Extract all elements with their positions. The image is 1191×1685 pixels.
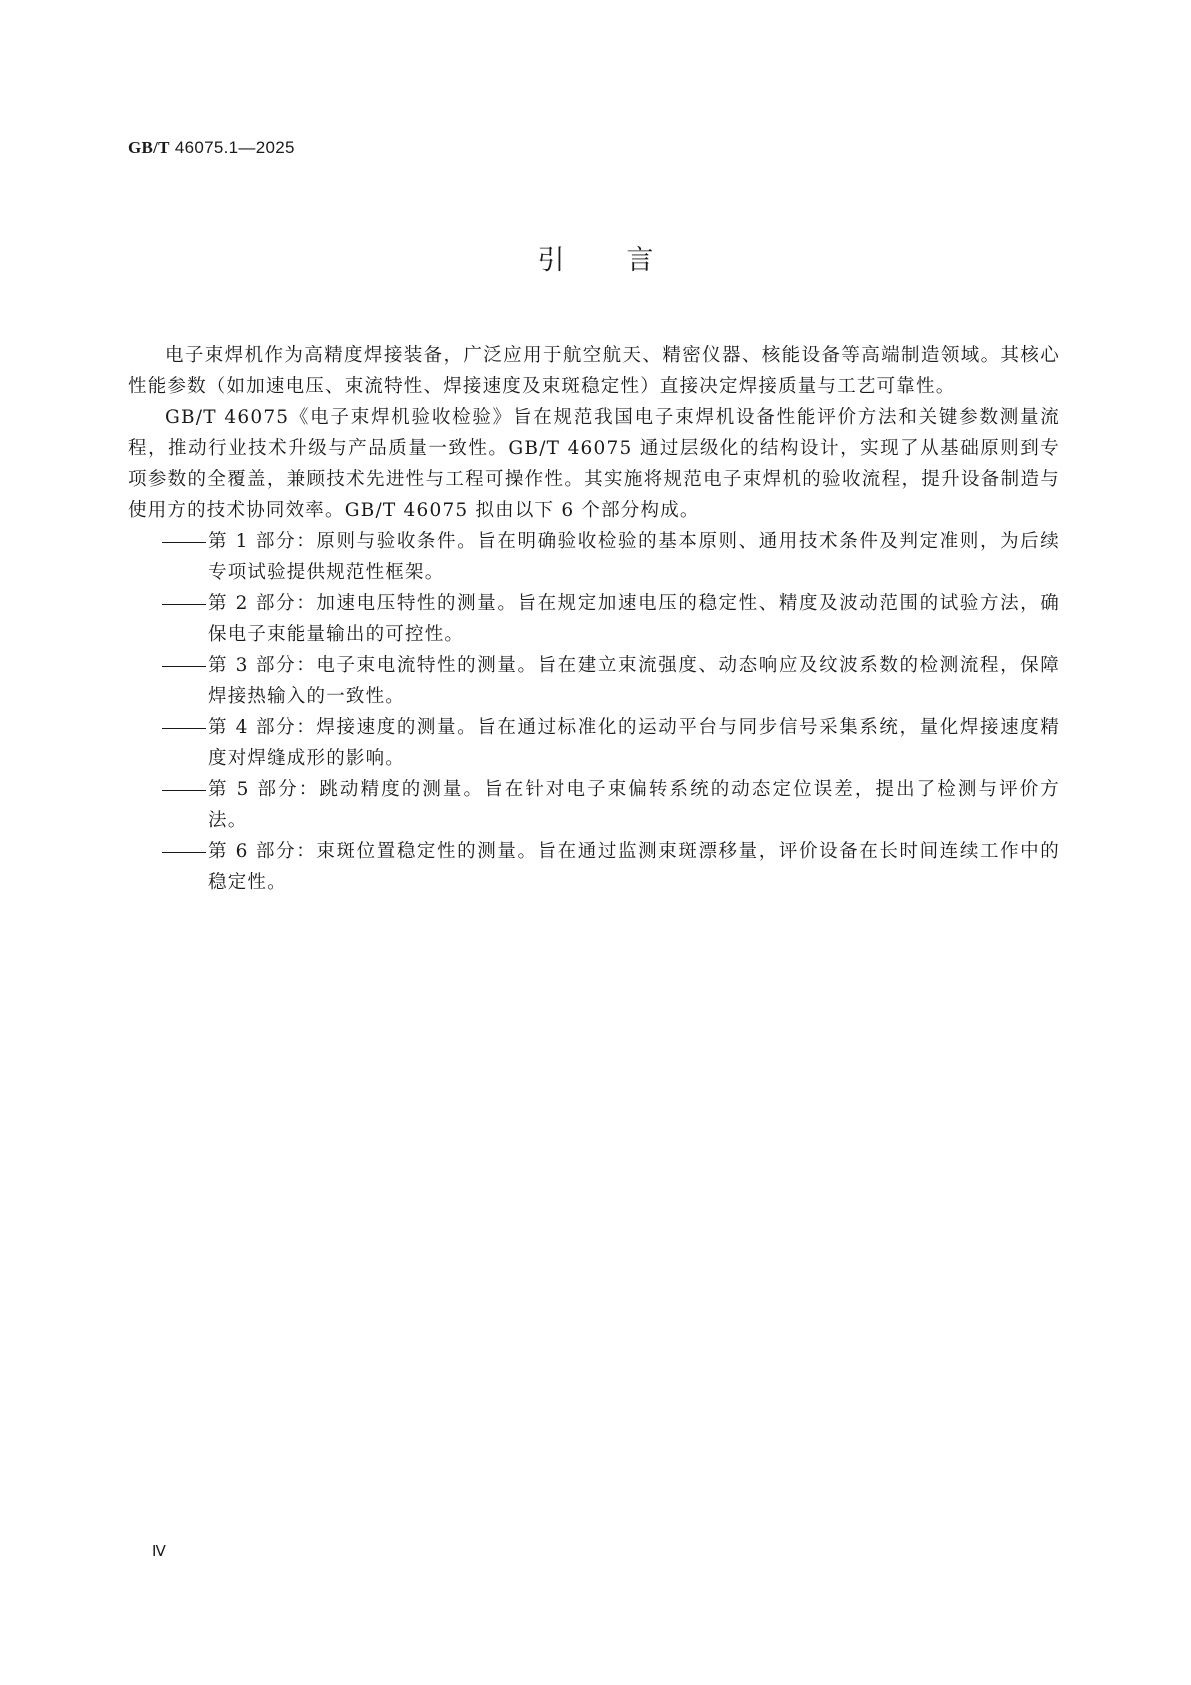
- page-number: Ⅳ: [152, 1544, 166, 1560]
- introduction-body: [128, 340, 1060, 898]
- intro-paragraph-1: 电子束焊机作为高精度焊接装备，广泛应用于航空航天、精密仪器、核能设备等高端制造领域。其核心性能参数（如加速电压、束流特性、焊接速度及束斑稳定性）直接决定焊接质量与工艺可靠性。: [128, 345, 1060, 397]
- part-item-2: [128, 588, 1060, 650]
- standard-number-header: [128, 138, 295, 158]
- part-text: 第 5 部分：跳动精度的测量。旨在针对电子束偏转系统的动态定位误差，提出了检测与评价方法。: [208, 779, 1060, 831]
- part-text: 第 2 部分：加速电压特性的测量。旨在规定加速电压的稳定性、精度及波动范围的试验方法，确保电子束能量输出的可控性。: [208, 593, 1060, 645]
- part-item-1: [128, 526, 1060, 588]
- part-text: 第 3 部分：电子束电流特性的测量。旨在建立束流强度、动态响应及纹波系数的检测流程，保障焊接热输入的一致性。: [208, 655, 1060, 707]
- part-item-6: [128, 836, 1060, 898]
- standard-number: 46075.1—2025: [174, 138, 295, 157]
- part-item-3: [128, 650, 1060, 712]
- part-text: 第 6 部分：束斑位置稳定性的测量。旨在通过监测束斑漂移量，评价设备在长时间连续工作中的稳定性。: [208, 841, 1060, 893]
- part-item-4: [128, 712, 1060, 774]
- part-item-5: [128, 774, 1060, 836]
- standard-prefix: GB/T: [128, 138, 170, 157]
- part-text: 第 4 部分：焊接速度的测量。旨在通过标准化的运动平台与同步信号采集系统，量化焊接速度精度对焊缝成形的影响。: [208, 717, 1060, 769]
- intro-paragraph-2: GB/T 46075《电子束焊机验收检验》旨在规范我国电子束焊机设备性能评价方法和关键参数测量流程，推动行业技术升级与产品质量一致性。GB/T 46075 通过层级化的结构设计，实现了从基础原则到专项参数的全覆盖，兼顾技术先进性与工程可操作性。其实施将规范电子束焊机的验收流程，提升设备制造与使用方的技术协同效率。GB/T 46075 拟由以下 6 个部分构成。: [128, 407, 1060, 521]
- part-text: 第 1 部分：原则与验收条件。旨在明确验收检验的基本原则、通用技术条件及判定准则，为后续专项试验提供规范性框架。: [208, 531, 1060, 583]
- section-title: 引言: [537, 245, 716, 276]
- parts-list: [128, 526, 1060, 898]
